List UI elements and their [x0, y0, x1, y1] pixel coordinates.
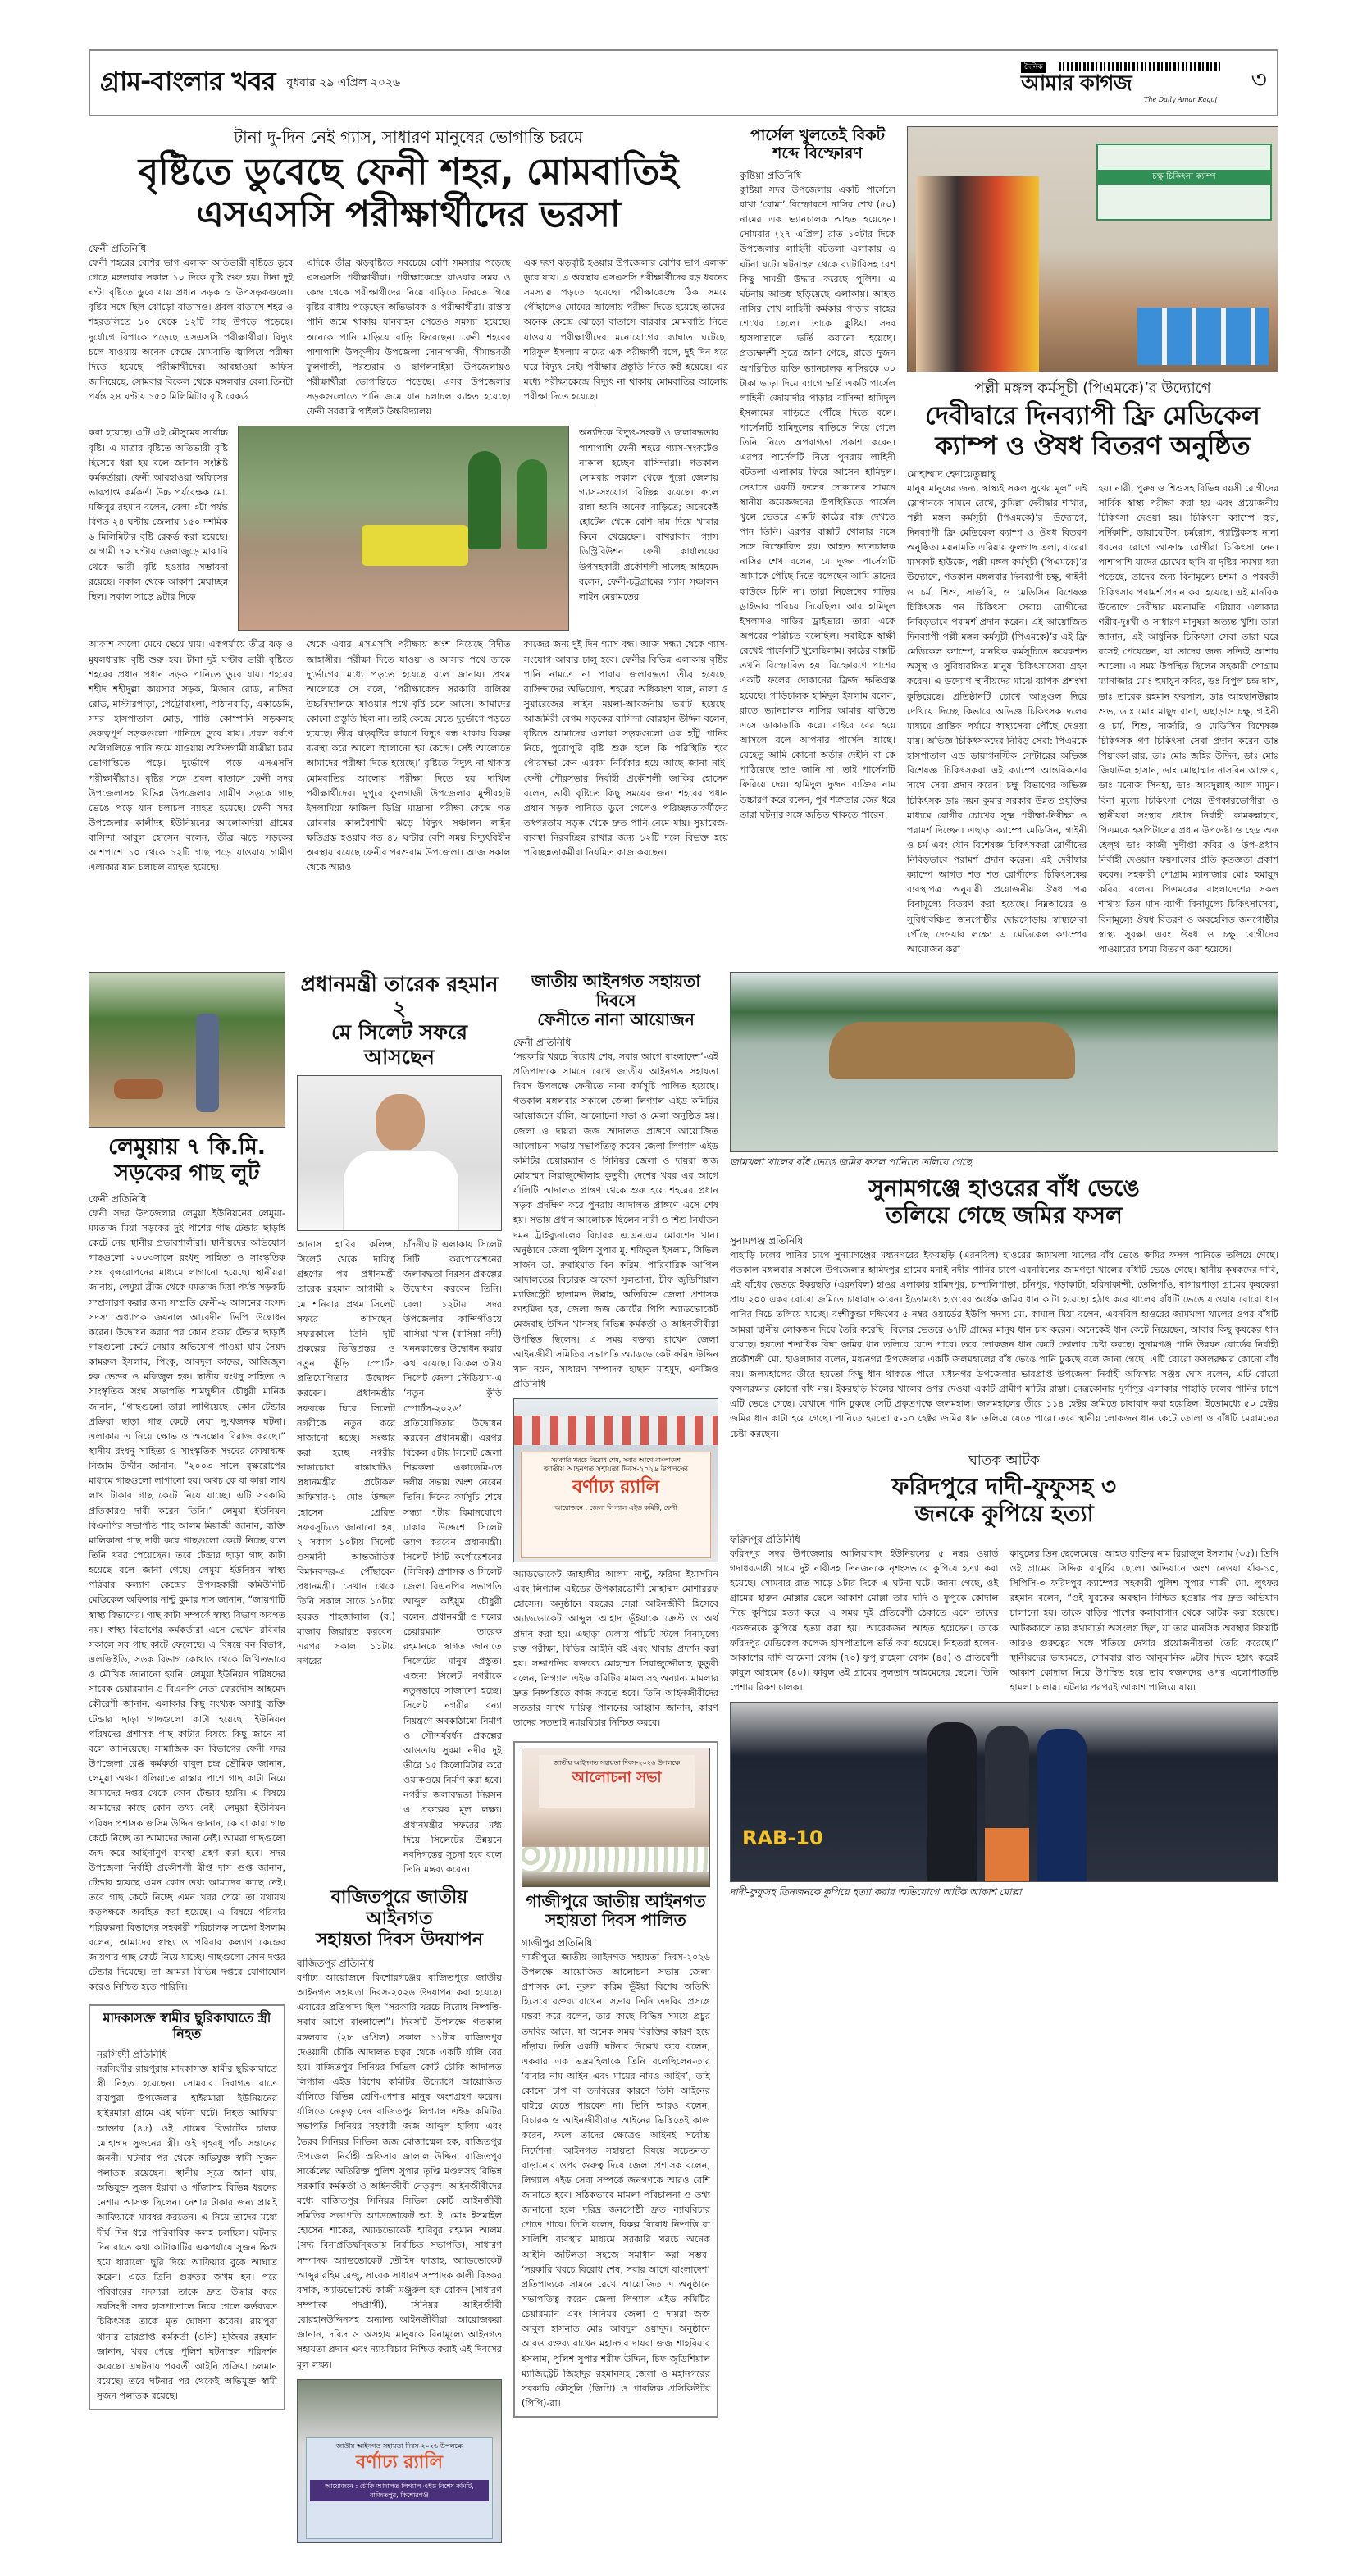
faridpur-headline-1: ফরিদপুরে দাদী-ফুফুসহ ৩	[891, 1472, 1117, 1500]
meeting-banner	[539, 1755, 695, 1808]
feni-rain-col3: এক দফা ঝড়বৃষ্টি হওয়ায় উপজেলার বেশির ভাগ এলাকা ডুবে যায়। এ অবস্থায় এসএসসি পরীক্ষার্থীদের বড় ধরনের সমস্যায় পড়তে হয়েছে। পরীক্ষাকেন্দ্রে ঠিক সময়ে পৌঁছালেও মোমের আলোয় পরীক্ষা দিতে হয়েছে তাদের। অনেক কেন্দ্রে ঝোড়ো বাতাসে বারবার মোমবাতি নিভে যাওয়ায় পরীক্ষার্থীদের মনোযোগের ব্যাঘাত ঘটেছে। শরিফুল ইসলাম নামের এক পরীক্ষার্থী বলে, দুই দিন ধরে ঘরে বিদ্যুৎ নেই। পরীক্ষার প্রস্তুতি নিতে কষ্ট হয়েছে। এর মধ্যে পরীক্ষাকেন্দ্রে বিদ্যুৎ না থাকায় মোমবাতির আলোয় পরীক্ষা দিতে হয়েছে।	[523, 257, 728, 403]
medical-story	[907, 126, 1278, 957]
second-column	[297, 972, 502, 2543]
medical-camp-photo	[907, 126, 1278, 372]
lemua-story	[89, 972, 285, 1995]
medical-byline: মোহাম্মাদ হেদায়েতুল্লাহ্	[907, 467, 996, 480]
issue-date: বুধবার ২৯ এপ্রিল ২০২৬	[286, 76, 401, 89]
camp-banner-text: চক্ষু চিকিৎসা ক্যাম্প	[1098, 170, 1270, 185]
newspaper-page	[89, 0, 1278, 2576]
lemua-body: ফেনী সদর উপজেলার লেমুয়া ইউনিয়নের লেমুয়া-মমতাজ মিয়া সড়কের দুই পাশের গাছ টেন্ডার ছাড়াই কেটে নেয় স্থানীয় প্রভাবশালীরা। স্থানীয়দের অভিযোগ গাছগুলো ২০০৩সালে রংধনু সাহিত্য ও সাংস্কৃতিক সংঘ বৃক্ষরোপনের মাধ্যমে লাগানো হয়েছে। স্থানীয়রা জানায়, লেমুয়া ব্রীজ থেকে মমতাজ মিয়া পর্যন্ত সড়কটি সম্প্রসারণ করার জন্য সম্প্রতি ফেনী-২ আসনের সংসদ সদস্য অধ্যাপক জয়নাল আবেদীন ভিপি উদ্বোধন করেন। উদ্বোধন করার পর কোন প্রকার টেন্ডার ছাড়াই গাছগুলো কেটে নেয়ার অভিযোগ পাওয়া যায় সৈয়দ কামরুল ইসলাম, পিংকু, আবদুল কাদের, আজিজুল হক ভেন্ডর ও মফিজুল হক। স্থানীয় রংধনু সাহিত্য ও সাংস্কৃতিক সংঘ সভাপতি শামছুদ্দীন চৌধুরী মানিক জানান, “গাছগুলো তারা লাগিয়েছে। কোন টেন্ডার প্রক্রিয়া ছাড়া গাছ কেটে নেয়া দু:খজনক ঘটনা। এলাকায় এ নিয়ে ক্ষোভ ও অসন্তোষ বিরাজ করছে।” স্থানীয় রংধনু সাহিত্য ও সাংস্কৃতিক সংঘের কোষাধ্যক্ষ নিজাম উদ্দীন জানান, “২০০৩ সালে বৃক্ষরোপের মাধ্যমে গাছগুলো লাগানো হয়। অথচ কে বা কারা লাখ লাখ টাকার গাছ কেটে নিয়ে যাচ্ছে। এটি সরকারি প্রতিকারও দাবী করেন তিনি।” লেমুয়া ইউনিয়ন বিএনপির সভাপতি শাহ আলম মিয়াজী জানান, ব্যক্তি মালিকানা গাছ দাবী করে গাছগুলো কেটে নিচ্ছে বলে তিনি খবর পেয়েছেন। তবে টেন্ডার ছাড়া গাছ কাটা হয়েছে বলে জানা গেছে। লেমুয়া ইউনিয়ন স্বাস্থ্য পরিবার কল্যাণ কেন্দ্রের উপসহকারী কমিউনিটি মেডিকেল অফিসার নান্টু কুমার দাস জানান, “জায়গাটি স্বাস্থ্য বিভাগের। গাছ কাটা সম্পর্কে স্বাস্থ্য বিভাগ অবগত নয়। স্বাস্থ্য বিভাগের কর্মকর্তারা এসে দেখেন রবিবার সকালে সব গাছ কাটে ফেলেছে। এ বিষয়ে বন বিভাগ, এলজিইডি, সড়ক বিভাগ কোথাও থেকে লিখিতভাবে ও মৌখিক জানানো হয়নি। লেমুয়া ইউনিয়ন পরিষদের সাবেক চেয়ারম্যান ও বিএনপি নেতা ফেরদৌস আহমেদ কৌরেশী জানান, এলাকার কিছু সংখ্যক অসাধু ব্যক্তি টেন্ডার ছাড়া গাছগুলো কাটা হয়েছে। ইউনিয়ন পরিষদের প্রশাসক গাছ কাটার বিষয়ে কিছু জানে না বলে জানিয়েছে। সামাজিক বন বিভাগের ফেনী সদর উপজেলা রেঞ্জ কর্মকর্তা বাবুল চন্দ্র ভৌমিক জানান, লেমুয়া অথবা ধলিয়াতে রাস্তার পাশে গাছ কাটা নিয়ে আমাদের দপ্তর থেকে কোন টেন্ডার হয়নি। এ বিষয়ে আমাদের কাছে কোন তথ্য নেই। লেমুয়া ইউনিয়ন পরিষদ প্রশাসক জসিম উদ্দিন জানান, কে বা কারা গাছ কেটে নিচ্ছে তা আমাদের জানা নেই। আমরা গাছগুলো জব্দ করে আইনানুগ ব্যবস্থা গ্রহণ করা হবে। সদর উপজেলা নির্বাহী প্রকৌশলী দ্বীপ্ত দাস গুপ্ত জানান, টেন্ডার হয়েছে এমন কোন তথ্য আমাদের কাছে নেই। তবে গাছ কেটে নিচ্ছে এমন খবর পেয়ে তা যথাযথ কতৃপক্ষকে অবহিত করা হয়েছে। এ বিষয়ে পরিবার পরিকল্পনা বিভাগের সহকারী পরিচালক সাহেদা ইসলাম বলেন, আমাদের স্বাস্থ্য ও পরিবার কল্যাণ কেন্দ্রের জায়গার গাছ কেটে নিয়ে যাচ্ছে। গাছগুলো কোন দপ্তর টেন্ডার দিয়েছে। তা আমরা বিভিন্ন দপ্তরে যোগাযোগ করেও নিশ্চিত হতে পারিনি।	[89, 1207, 285, 1993]
sunamganj-byline: সুনামগঞ্জ প্রতিনিধি	[730, 1234, 804, 1247]
narsingdi-headline: মাদকাসক্ত স্বামীর ছুরিকাঘাতে স্ত্রী নিহত	[103, 2010, 271, 2042]
cut-trees-photo	[89, 972, 285, 1128]
lemua-byline: ফেনী প্রতিনিধি	[89, 1192, 147, 1205]
sunamganj-headline-1: সুনামগঞ্জে হাওরের বাঁধ ভেঙে	[868, 1174, 1140, 1201]
flowers-shape	[522, 1847, 709, 1872]
officer-shape	[1037, 1729, 1087, 1882]
bajitpur-headline-1: বাজিতপুরে জাতীয় আইনগত	[330, 1887, 468, 1930]
rab-vehicle-text: RAB-10	[742, 1826, 823, 1850]
bajitpur-story	[297, 1887, 502, 2543]
skyline-icon	[1059, 62, 1223, 71]
page-number: ৩	[1251, 66, 1267, 94]
logo-english: The Daily Amar Kagoj	[1144, 96, 1217, 103]
feni-rain-right-narrow: অন্যদিকে বিদ্যুৎ-সংকট ও জলাবদ্ধতার পাশাপাশি ফেনী শহরে গ্যাস-সংকটেও নাকাল হচ্ছেন বাসিন্দারা। গতকাল সোমবার সকাল থেকে পুরো জেলায় গ্যাস-সংযোগ বিচ্ছিন্ন রয়েছে। ফলে রান্না হয়নি অনেক বাড়িতে; অনেকেই হোটেল থেকে বেশি দাম দিয়ে খাবার কিনে খেয়েছেন। বাখরাবাদ গ্যাস ডিস্ট্রিবিউশন ফেনী কার্যালয়ের উপসহকারী প্রকৌশলী সালেহ আহমেদ বলেন, ফেনী-চট্টগ্রামের গ্যাস সঞ্চালন লাইন মেরামতের	[579, 427, 718, 602]
faridpur-col1: ফরিদপুর সদর উপজেলার আলিয়াবাদ ইউনিয়নের ৫ নম্বর ওয়ার্ড গদাধরডাঙ্গী গ্রামে দুই নারীসহ তিনজনকে নৃশংসভাবে কুপিয়ে হত্যা করা হয়েছে। সোমবার রাত সাড়ে ৯টার দিকে এ ঘটনা ঘটে। জানা গেছে, ওই গ্রামের হারুন মোল্লার ছেলে আকাশ মোল্লা তার দাদি ও ফুপুকে কোদাল দিয়ে কুপিয়ে হত্যা করে। এ সময় দুই প্রতিবেশী ঠেকাতে এলে তাদের একজনকে কুপিয়ে হত্যা করা হয়। আরেকজন আহত হয়েছেন। তাকে ফরিদপুর মেডিকেল কলেজ হাসপাতালে ভর্তি করা হয়েছে। নিহতরা হলেন- আকাশের দাদি আমেনা বেগম (৭০) ফুপু রাহেলা বেগম (৪৫) ও প্রতিবেশী কাবুল আহমেদ (৪০)। কাবুল ওই গ্রামের সুলতান আহমেদের ছেলে। তিনি পেশায় রিকশাচালক।	[730, 1548, 999, 1694]
officer-shape	[927, 1722, 977, 1882]
faridpur-headline-2: জনকে কুপিয়ে হত্যা	[914, 1499, 1094, 1527]
sunamganj-photo-caption: জামখলা খালের বাঁধ ভেঙে জমির ফসল পানিতে তলিয়ে গেছে	[730, 1156, 972, 1169]
pm-body	[297, 1238, 502, 1877]
feni-rain-kicker: টানা দু-দিন নেই গ্যাস, সাধারণ মানুষের ভোগান্তি চরমে	[234, 127, 583, 147]
gazipur-byline: গাজীপুর প্রতিনিধি	[522, 1936, 593, 1949]
gazipur-body: গাজীপুরে জাতীয় আইনগত সহায়তা দিবস-২০২৬ উপলক্ষে আয়োজিত আলোচনা সভায় জেলা প্রশাসক মো. নূরুল করিম ভূঁইয়া বিশেষ অতিথি হিসেবে বক্তব্য রাখেন। সভায় তিনি তদবির প্রসঙ্গে মন্তব্য করে বলেন, তার কাছে বিভিন্ন সময়ে প্রচুর তদবির আসে, যা অনেক সময় বিরক্তির কারণ হয়ে দাঁড়ায়। তিনি একটি ঘটনার উল্লেখ করে বলেন, একবার এক ভদ্রমহিলাকে তিনি বলেছিলেন-তার ‘বাবার নাম আইন এবং মায়ের নামও আইন’, তাই কোনো চাপ বা তদবিরের কারণে তিনি আইনের বাইরে যেতে পারবেন না। তিনি আরও বলেন, বিচারক ও আইনজীবীরাও আইনের ভিত্তিতেই কাজ করেন, ফলে তাদের ক্ষেত্রেও আইনই সর্বোচ্চ নির্দেশনা। আইনগত সহায়তা বিষয়ে সচেতনতা বাড়ানোর ওপর গুরুত্ব দিয়ে জেলা প্রশাসক বলেন, লিগ্যাল এইড সেবা সম্পর্কে জনগণকে আরও বেশি জানাতে হবে। সঠিকভাবে মামলা পরিচালনা ও তথ্য জানানো হলে দরিদ্র জনগোষ্ঠী দ্রুত ন্যায়বিচার পেতে পারে। তিনি বলেন, বিকল্প বিরোধ নিষ্পত্তি বা সালিশি ব্যবস্থার মাধ্যমে সরকারি খরচে অনেক আইনি জটিলতা সহজে সমাধান করা সম্ভব। ‘সরকারি খরচে বিরোধ শেষ, সবার আগে বাংলাদেশ’ প্রতিপাদ্যকে সামনে রেখে আয়োজিত এ অনুষ্ঠানে সভাপতিত্ব করেন জেলা লিগ্যাল এইড কমিটির চেয়ারম্যান এবং সিনিয়র জেলা ও দায়রা জজ আবুল হাসনাত মোঃ আবদুল ওয়াদুদ। অনুষ্ঠানে আরও বক্তব্য রাখেন মহানগর দায়রা জজ শাহরিয়ার ইসলাম, পুলিশ সুপার শরীফ উদ্দিন, চিফ জুডিশিয়াল ম্যাজিস্ট্রেট জিহাদুর রহমানসহ জেলা ও মহানগরের সরকারি কৌসুলি (জিপি) ও পাবলিক প্রসিকিউটর (পিপি)-রা।	[522, 1951, 710, 2410]
rally-banner	[521, 1452, 711, 1558]
feni-rain-story	[89, 126, 728, 876]
parcel-headline-1: পার্সেল খুলতেই বিকট	[750, 126, 886, 144]
bajitpur-body: বর্ণাঢ্য আয়োজনে কিশোরগঞ্জের বাজিতপুরে জাতীয় আইনগত সহায়তা দিবস-২০২৬ উদযাপন করা হয়েছে। এবারের প্রতিপাদ্য ছিল “সরকারি খরচে বিরোধ নিষ্পত্তি-সবার আগে বাংলাদেশ”। দিবসটি উপলক্ষে গতকাল মঙ্গলবার (২৮ এপ্রিল) সকাল ১১টায় বাজিতপুর দেওয়ানী চৌকি আদালত চত্বর থেকে একটি র্যালি বের হয়। বাজিতপুর সিনিয়র সিভিল কোর্ট চৌকি আদালত লিগ্যাল এইড বিশেষ কমিটির উদ্যোগে আয়োজিত র্যালিতে বিভিন্ন শ্রেণি-পেশার মানুষ অংশগ্রহণ করেন। র্যালিতে নেতৃত্ব দেন বাজিতপুর লিগ্যাল এইড কমিটির সভাপতি সিনিয়র সহকারী জজ আব্দুল হালিম এবং ভৈরব সিনিয়র সিভিল জজ মোজাম্মেল হক, বাজিতপুর উপজেলা নির্বাহী অফিসার জালাল উদ্দিন, বাজিতপুর সার্কেলের অতিরিক্ত পুলিশ সুপার তৃপ্তি মণ্ডলসহ বিভিন্ন সরকারি কর্মকর্তা ও আইনজীবী নেতৃবৃন্দ। আইনজীবীদের মধ্যে বাজিতপুর সিনিয়র সিভিল কোর্ট আইনজীবী সমিতির সভাপতি অ্যাডভোকেট আ. ই. মোঃ ইসমাইল হোসেন শাকের, অ্যাডভোকেট হাবিবুর রহমান আলম (সদ্য বিনাপ্রতিদ্বন্দ্বিতায় নির্বাচিত সভাপতি), সাধারণ সম্পাদক অ্যাডভোকেট তৌহিদ ফাত্তাহ, অ্যাডভোকেট আব্দুর রহিম রেজু, সাবেক সাধারণ সম্পাদক কালী কিংকর বসাক, অ্যাডভোকেট কাজী মঞ্জুরুল হক রোকন (সাধারণ সম্পাদক পদপ্রার্থী), সিনিয়র আইনজীবী বোরহানউদ্দিনসহ অন্যান্য আইনজীবীরা। আয়োজকরা জানান, দরিদ্র ও অসহায় মানুষকে বিনামূল্যে আইনগত সহায়তা প্রদান এবং ন্যায়বিচার নিশ্চিত করাই এই দিবসের মূল লক্ষ্য।	[297, 1972, 502, 2370]
feni-rain-col1: ফেনী শহরের বেশির ভাগ এলাকা অতিভারী বৃষ্টিতে ডুবে গেছে মঙ্গলবার সকাল ১০ দিকে বৃষ্টি শুরু হয়। টানা দুই ঘণ্টা বৃষ্টিতে ডুবে যায় প্রধান সড়ক ও উপসড়কগুলো। বৃষ্টির সঙ্গে ছিল ঝোড়ো বাতাসও। প্রবল বাতাসে শহর ও শহরতলিতে ১০ থেকে ১২টি গাছ উপড়ে পড়েছে। দুর্যোগে বিপাকে পড়েছে এসএসসি পরীক্ষার্থীরা। বিদ্যুৎ চলে যাওয়ায় অনেক কেন্দ্রে মোমবাতি জ্বালিয়ে পরীক্ষা দিতে হয়েছে পরীক্ষার্থীদের। আবহাওয়া অফিস জানিয়েছে, সোমবার বিকেল থেকে মঙ্গলবার বেলা তিনটা পর্যন্ত ২৪ ঘণ্টায় ১৫০ মিলিমিটার বৃষ্টি রেকর্ড	[89, 257, 294, 403]
feni-rain-left-narrow: করা হয়েছে। এটি এই মৌসুমের সর্বোচ্চ বৃষ্টি। এ মাত্রার বৃষ্টিতে অতিভারী বৃষ্টি হিসেবে ধরা হয় বলে জানান সংশ্লিষ্ট কর্মকর্তারা। ফেনী আবহাওয়া অফিসের ভারপ্রাপ্ত কর্মকর্তা উচ্চ পর্যবেক্ষক মো. মজিবুর রহমান বলেন, বেলা ৩টা পর্যন্ত বিগত ২৪ ঘণ্টায় জেলায় ১৫০ দশমিক ৬ মিলিমিটার বৃষ্টি রেকর্ড করা হয়েছে। আগামী ৭২ ঘণ্টায় জেলাজুড়ে মাঝারি থেকে ভারী বৃষ্টি হওয়ার সম্ভাবনা রয়েছে। সকাল থেকে আকাশ মেঘাচ্ছন্ন ছিল। সকাল সাড়ে ৯টার দিকে	[89, 427, 228, 602]
feni-rain-low-col1: আকাশ কালো মেঘে ছেয়ে যায়। একপর্যায়ে তীব্র ঝড় ও মুষলধারায় বৃষ্টি শুরু হয়। টানা দুই ঘণ্টার ভারী বৃষ্টিতে শহরের প্রধান প্রধান সড়ক পানিতে ডুবে যায়। শহরের শহীদ শহীদুল্লা কায়সার সড়ক, মিজান রোড, নাজির রোড, মাস্টারপাড়া, পেট্রোবাংলা, পাঠানবাড়ি, একাডেমি, সদর হাসপাতাল মোড়, শান্তি কোম্পানি সড়কসহ গুরুত্বপূর্ণ সড়কগুলো পানিতে ডুবে যায়। প্রবল বর্ষণে অলিগলিতে পানি জমে যাওয়ায় অফিসগামী যাত্রীরা চরম ভোগান্তিতে পড়ে। দুর্ভোগে পড়ে এসএসসি পরীক্ষার্থীরাও। বৃষ্টির সঙ্গে প্রবল বাতাসে ফেনী সদর উপজেলাসহ বিভিন্ন উপজেলার গ্রামীণ সড়কে গাছ ভেঙে পড়ে যান চলাচল ব্যাহত হয়েছে। ফেনী সদর উপজেলার কালীদহ ইউনিয়নের আলোকদিয়া গ্রামের বাসিন্দা আবুল হোসেন বলেন, তীব্র ঝড়ে সড়কের আশপাশে ১০ থেকে ১২টি গাছ পড়ে যাওয়ায় গ্রামীণ এলাকার যান চলাচল ব্যাহত হয়েছে।	[89, 639, 294, 873]
parcel-byline: কুষ্টিয়া প্রতিনিধি	[740, 169, 802, 181]
third-column	[513, 972, 718, 2418]
arrested-man-shape	[985, 1726, 1029, 1882]
medicine-boxes-shape	[1137, 308, 1269, 365]
pm-headline-2: মে সিলেট সফরে আসছেন	[331, 1020, 467, 1069]
gazipur-meeting-photo	[522, 1748, 710, 1887]
faridpur-body	[730, 1547, 1278, 1695]
sunamganj-body: পাহাড়ি ঢলের পানির চাপে সুনামগঞ্জের মধ্যনগরের ইকরছড়ি (এরনবিল) হাওরের জামখলা খালের বাঁধ ভেঙে জমির ফসল পানিতে তলিয়ে গেছে। গতকাল মঙ্গলবার সকালে উপজেলার হামিদপুর গ্রামের মনাই নদীর পানির চাপে এরনবিলের জামগড়া খালের বাঁধটি ভেঙে গেছে। স্থানীয় কৃষকদের দাবি, এই বাঁধের ভেতরে ইকরছড়ি (এরনবিল) হাওর এলাকার হামিদপুর, চান্দালিপাড়া, চাঁনপুর, গড়াকাটা, হরিনাকান্দী, তেলিগাঁও, বাগারপাড়া গ্রামের কৃষকেরা প্রায় ২০০ একর বোরো জমিতে চাষাবাদ করেন। ইতোমধ্যে হাওরের অর্ধেক জমির ধান কাটা হয়েছে। হঠাৎ করে খালের বাঁধটি ভেঙে যাওয়ায় বোরো ধান পানির নিচে তলিয়ে যাচ্ছে। বংশীকুন্ডা দক্ষিণের ৫ নম্বর ওয়ার্ডের ইউপি সদস্য মো. কামাল মিয়া বলেন, এরনবিল হাওরের জামখলা খালের ওপর বাঁধটি আমরা স্থানীয় লোকজন দিয়ে তৈরি করেছি। বিলের ভেতরে ৬৭টি গ্রামের মানুষ ধান চাষ করেন। অনেকেই ধান কেটে নিয়েছেন, আবার কিছু কৃষকের ধান রয়েছে। হয়তো শতাধিক বিঘা জমির ধান তলিয়ে যেতে পারে। তবে লোকজন ধান কেটে তোলার চেষ্টা করছে। সুনামগঞ্জ পানি উন্নয়ন বোর্ডের নির্বাহী প্রকৌশলী মো. হাওলাদার বলেন, মধ্যনগর উপজেলার একটি জলমহালের বাঁধ ভেঙে পানি ঢুকছে বলে জানা গেছে। এটি বোরো ফসলরক্ষার কোনো বাঁধ নয়। জলমহালের তীরে হয়তো কিছু ধান থাকতে পারে। মধ্যনগর উপজেলার ভারপ্রাপ্ত উপজেলা নির্বাহী অফিসার সঞ্জয় ঘোষ বলেন, এটি বোরো ফসলরক্ষার কোনো বাঁধ নয়। ইকরছড়ি বিলের খালের ওপর দেওয়া একটি গ্রামীণ মাটির রাস্তা। নেত্রকোনার দুর্গাপুর এলাকার পাহাড়ি ঢলের পানির চাপে এটি ভেঙে গেছে। যেখানে পানি ঢুকছে সেটি প্রকৃতপক্ষে জলমহাল। জলমহালের তীরে ১১৪ হেক্টর জমিতে চাষাবাদ করা হয়েছিল। ইতোমধ্যে ৫০ হেক্টর জমির ধান কাটা হয়ে গেছে। পানিতে হয়তো ৫-১০ হেক্টর জমির ধান তলিয়ে যেতে পারে। তবে স্থানীয় লোকজন ধান কেটে তোলা ও বাঁধটি মেরামতের চেষ্টা করছেন।	[730, 1249, 1278, 1439]
bajitpur-headline-2: সহায়তা দিবস উদযাপন	[315, 1930, 484, 1950]
rally-banner-line: জাতীয় আইনগত সহায়তা দিবস-২০২৬ উপলক্ষে	[335, 2442, 463, 2450]
rally-banner-footer: আয়োজনে : জেলা লিগ্যাল এইড কমিটি, ফেনী	[554, 1504, 677, 1512]
feni-rain-photo-row	[89, 426, 728, 631]
pm-left-col: আনাস হাবিব কলিন্স, সিলেট থেকে দায়িত্ব গ্রহণের পর প্রধানমন্ত্রী তারেক রহমান আগামী ২ মে শনিবার প্রথম সিলেট সফরে আসছেন। সফরকালে তিনি দুটি প্রকল্পের ভিত্তিপ্রস্তর ও নতুন কুঁড়ি স্পোর্টস প্রতিযোগিতার উদ্বোধন করবেন। প্রধানমন্ত্রীর সফরকে ঘিরে সিলেট নগরীকে নতুন করে সাজানো হচ্ছে। সংস্কার করা হচ্ছে নগরীর ভাঙ্গাচোরা রাস্তাঘাটও। প্রধানমন্ত্রীর প্রটোকল অফিসার-১ মোঃ উজ্জল হোসেন প্রেরিত সফরসূচিতে জানানো হয়, ২ সকাল ১০টায় সিলেট ওসমানী আন্তর্জাতিক বিমানবন্দর-এ পৌঁছাবেন প্রধানমন্ত্রী। সেখান থেকে তিনি সকাল সাড়ে ১০টায় হযরত শাহজালাল (র.) মাজার জিয়ারত করবেন। এরপর সকাল ১১টায় নগরের	[297, 1239, 395, 1666]
bajitpur-rally-photo	[297, 2379, 502, 2543]
left-column	[89, 972, 285, 2410]
feni-rain-body-top	[89, 256, 728, 420]
feni-rain-headline-1: বৃষ্টিতে ডুবেছে ফেনী শহর, মোমবাতিই	[138, 151, 679, 193]
narsingdi-byline: নরসিংদী প্রতিনিধি	[97, 2048, 167, 2060]
pm-story	[297, 972, 502, 1877]
flooded-street-photo	[238, 426, 569, 631]
pm-headline-1: প্রধানমন্ত্রী তারেক রহমান ২	[300, 972, 499, 1020]
narsingdi-box	[89, 2004, 285, 2410]
faridpur-col2: কাবুলের তিন ছেলেমেয়ে। আহত ব্যক্তির নাম রিয়াজুল ইসলাম (৩৫)। তিনি ওই গ্রামের সিদ্দিক বাবুর্চির ছেলে। অভিযানে অংশ নেওয়া র্যাব-১০, সিপিসি-৩ ফরিদপুর ক্যাম্পের সহকারী পুলিশ সুপার গাজী মো. লুৎফর রহমান বলেন, “ওই যুবকের অবস্থান নিশ্চিত হওয়ার পর দ্রুত অভিযান চালানো হয়। তাকে বাড়ির পাশের কলাবাগান থেকে আটক করা হয়েছে। আটককালে তার কথাবার্তা অসংলগ্ন ছিল, যা তার মানসিক অবস্থার বিষয়টি আরও গুরুত্বের সঙ্গে খতিয়ে দেখার প্রয়োজনীয়তা তৈরি করেছে।” স্থানীয়দের ভাষ্যমতে, সোমবার রাত আনুমানিক ৯টার দিকে হঠাৎ করেই আকাশ কোদাল নিয়ে উপস্থিত হয়ে তার স্বজনদের ওপর এলোপাতাড়ি হামলা চালায়। ঘটনার পরপরই আকাশ পালিয়ে যায়।	[1009, 1548, 1278, 1694]
red-caps-shape	[514, 1416, 718, 1445]
arrest-photo	[730, 1702, 1278, 1882]
faridpur-byline: ফরিদপুর প্রতিনিধি	[730, 1533, 800, 1545]
medical-kicker: পল্লী মঙ্গল কর্মসূচী (পিএমকে)’র উদ্যোগে	[974, 380, 1211, 397]
feni-legal-headline-2: ফেনীতে নানা আয়োজন	[537, 1010, 695, 1030]
dam-shape	[829, 1022, 1075, 1079]
patients-shape	[916, 176, 1039, 372]
medical-col1: মানুষ মানুষের জন্য, স্বাস্থ্যই সকল সুখের মূল” এই স্লোগানকে সামনে রেখে, কুমিল্লা দেবীদ্বার শাখার, পল্লী মঙ্গল কর্মসূচী (পিএমকে)’র উদ্যোগে, দিনব্যাপী ফ্রি মেডিকেল ক্যাম্প ও ঔষধ বিতরণ অনুষ্ঠিত। ময়নামতি এরিয়ায় ফুলগাছ তলা, বারেরা মাসকাট হাউজে, পল্লী মঙ্গল কর্মসূচী (পিএমকে)’র উদ্যোগে, গতকাল মঙ্গলবার দিনব্যাপী চক্ষু, গাইনী ও চর্ম, শিশু, সার্জারি, ও মেডিসিন বিশেষজ্ঞ চিকিৎসক গন চিকিৎসা সেবায় রোগীদের নিবিড়ভাবে পরামর্শ প্রদান করেন। এই আয়োজিত দিনব্যাপী পল্লী মঙ্গল কর্মসূচী (পিএমকে)’র এই ফ্রি মেডিকেল ক্যাম্পে, মানবিক কর্মসূচিতে কয়েকশত অসুস্থ ও সুবিধাবঞ্চিত মানুষ চিকিৎসাসেবা গ্রহণ করেন। এ উদ্যোগ স্থানীয়দের মাঝে ব্যাপক প্রশংসা কুড়িয়েছে। প্রতিষ্ঠানটি চোখে আঙ্গুল দিয়ে দেখিয়ে দিচ্ছে কিভাবে অভিজ্ঞ চিকিৎসক দলের মাধ্যমে প্রান্তিক পর্যায়ে স্বাস্থ্যসেবা পৌঁছে দেওয়া যায়। অভিজ্ঞ চিকিৎসকদের নিবিড় সেবা: পিএমকে হাসপাতাল এন্ড ডায়াগনস্টিক সেন্টারের অভিজ্ঞ বিশেষজ্ঞ চিকিৎসকরা এই ক্যাম্পে আন্তরিকতার সাথে সেবা প্রদান করেন। চক্ষু বিভাগের অভিজ্ঞ চিকিৎসক ডাঃ নয়ন কুমার সরকার উন্নত প্রযুক্তির মাধ্যমে রোগীর চোখের সূক্ষ্ম পরীক্ষা-নিরীক্ষা ও পরামর্শ দিচ্ছেন। এছাড়া ক্যাম্পে মেডিসিন, গাইনী ও চর্ম এবং যৌন বিশেষজ্ঞ চিকিৎসকরা রোগীদের নিবিড়ভাবে পরামর্শ প্রদান করেন। এই দেবীদ্বার ক্যাম্পে আগত শত শত রোগীদের চিকিৎসকের ব্যবস্থাপত্র অনুযায়ী প্রয়োজনীয় ঔষধ পত্র বিনামূল্যে বিতরণ করা হয়েছে। নিম্নআয়ের ও সুবিধাবঞ্চিত জনগোষ্ঠীর দোরগোড়ায় স্বাস্থ্যসেবা পৌঁছে দেওয়ার লক্ষ্যে এ মেডিকেল ক্যাম্পের আয়োজন করা	[907, 482, 1087, 955]
parcel-headline-2: শব্দে বিস্ফোরণ	[772, 144, 863, 163]
feni-rally-photo	[513, 1398, 718, 1562]
sunamganj-story	[730, 972, 1278, 1442]
parcel-story	[740, 126, 895, 823]
faridpur-story	[730, 1452, 1278, 1899]
faridpur-photo-caption: দাদী-ফুফুসহ তিনজনকে কুপিয়ে হত্যা করার অভিযোগে আটক আকাশ মোল্লা	[730, 1886, 1022, 1899]
rally-banner-slogan: সরকারি খরচে বিরোধ শেষ, সবার আগে বাংলাদেশ	[551, 1457, 681, 1465]
feni-rain-headline-2: এসএসসি পরীক্ষার্থীদের ভরসা	[196, 193, 621, 235]
feni-legal-byline: ফেনী প্রতিনিধি	[513, 1036, 572, 1048]
newspaper-logo	[1021, 60, 1267, 106]
rally-banner-title: বর্ণাঢ্য র‍্যালি	[572, 1477, 659, 1498]
medical-headline-1: দেবীদ্বারে দিনব্যাপী ফ্রি মেডিকেল	[925, 401, 1260, 431]
feni-legal-body-top: ‘সরকারি খরচে বিরোধ শেষ, সবার আগে বাংলাদেশ’-এই প্রতিপাদ্যকে সামনে রেখে জাতীয় আইনগত সহায়তা দিবস উপলক্ষে ফেনীতে নানা কর্মসূচি পালিত হয়েছে। গতকাল মঙ্গলবার সকালে জেলা লিগ্যাল এইড কমিটির আয়োজনে র্যালি, আলোচনা সভা ও মেলা অনুষ্ঠিত হয়। জেলা ও দায়রা জজ আদালত প্রাঙ্গণে আয়োজিত আলোচনা সভায় সভাপতিত্ব করেন জেলা লিগ্যাল এইড কমিটির চেয়ারম্যান ও সিনিয়র জেলা ও দায়রা জজ মোহাম্মদ সিরাজুদ্দৌলাহ কুতুবী। দেশের খবর এর আগে র্যালিটি আদালত প্রাঙ্গণ থেকে শুরু হয়ে শহরের প্রধান সড়ক প্রদক্ষিণ করে পুনরায় আদালত প্রাঙ্গণে এসে শেষ হয়। সভায় প্রধান আলোচক ছিলেন নারী ও শিশু নির্যাতন দমন ট্রাইব্যুনালের বিচারক এ.এন.এম মোরশেদ খান। অনুষ্ঠানে জেলা পুলিশ সুপার মু. শফিকুল ইসলাম, সিভিল সার্জন ডা. রুবাইয়াত বিন করিম, পারিবারিক আপিল আদালতের বিচারক আবেদা সুলতানা, চীফ জুডিশিয়াল ম্যাজিস্ট্রেট ছালামত উল্লাহ, অতিরিক্ত জেলা প্রশাসক ফাহমিদা হক, জেলা জজ কোর্টের পিপি অ্যাডভোকেট মেজবাহ উদ্দিন খানসহ বিভিন্ন কর্মকর্তা ও আইনজীবীরা উপস্থিত ছিলেন। এ সময় বক্তব্য রাখেন জেলা আইনজীবী সমিতির সভাপতি অ্যাডভোকেট ফরিদ উদ্দিন খান নয়ন, সাধারণ সম্পাদক হাছান মাহমুদ, এনজিও প্রতিনিধি	[513, 1051, 718, 1389]
shirt-shape	[343, 1150, 459, 1231]
medical-body	[907, 481, 1278, 958]
row-top	[89, 126, 1278, 957]
meeting-banner-title: আলোচনা সভা	[572, 1768, 662, 1786]
medical-col2: হয়। নারী, পুরুষ ও শিশুসহ বিভিন্ন বয়সী রোগীদের সার্বিক স্বাস্থ্য পরীক্ষা করা হয় এবং প্রয়োজনীয় চিকিৎসা দেওয়া হয়। চিকিৎসা ক্যাম্পে জ্বর, সর্দিকাশি, ডায়াবেটিস, চর্মরোগ, গ্যাস্ট্রিকসহ নানা ধরনের রোগে আক্রান্ত রোগীরা চিকিৎসা নেন। পাশাপাশি যাদের চোখের ছানি বা দৃষ্টির সমস্যা ধরা পড়েছে, তাদের জন্য বিনামূল্যে চশমা ও পরবর্তী চিকিৎসার পরামর্শ প্রদান করা হয়েছে। এই মানবিক উদ্যোগে দেবীদ্বার ময়নামতি এরিয়ার এলাকার গরীব-দুঃখী ও সাধারণ মানুষরা অত্যন্ত খুশি। তারা জানান, এই আধুনিক চিকিৎসা সেবা তারা ঘরে বসেই পেয়েছেন, যা তাদের জন্য সত্যিই আশার আলো। এ সময় উপস্থিত ছিলেন সহকারী পোগ্রাম ম্যানাজার মোঃ হুমায়ুন কবির, ডঃ বিপুল চন্দ্র দাস, ডাঃ তারেক রহমান ফয়সাল, ডাঃ আহছানউল্লাহ শুভ, ডাঃ মোঃ মাছুদ রানা, এছাড়াও চক্ষু, গাইনী ও চর্ম, শিশু, সার্জারি, ও মেডিসিন বিশেষজ্ঞ চিকিৎসক গণ চিকিৎসা সেবা প্রদান করেন ডাঃ পিয়াংকা রায়, ডাঃ মোঃ জহির উদ্দিন, ডাঃ মোঃ জিয়াউল হাসান, ডাঃ মোছাম্মাদ নাসরিন আক্তার, ডাঃ মনোজ সিনহা, ডাঃ আবদুল্লাহ আল মামুন। বিনা মূল্যে চিকিৎসা পেয়ে উপকারভোগীরা ও স্থানীয়রা সংস্থার প্রধান নির্বাহী কামরুন্নাহার, পিএমকে হসপিটালের প্রধান উপদেষ্টা ও হেড অফ হেল্থ ডাঃ কাজী সুদীপ্তা কবির ও উপ-প্রধান নির্বাহী দেওয়ান ফয়সালের প্রতি কৃতজ্ঞতা প্রকাশ করেন। সহকারী পোগ্রাম ম্যানাজার মোঃ হুমায়ুন কবির, বলেন। পিএমকের বাংলাদেশের সকল শাখায় তিন মাস ব্যাপী বিনামূল্যে চিকিৎসাসেবা, বিনামূল্যে ঔষধ বিতরণ ও অবহেলিত জনগোষ্ঠীর স্বাস্থ্য সুরক্ষা এবং ঔষধ ও চক্ষু রোগীদের পাওয়ারের চশমা বিতরণ করা হয়েছে।	[1098, 482, 1278, 955]
feni-rain-low-col2: থেকে এবার এসএসসি পরীক্ষায় অংশ নিয়েছে বিদীত জাহাঙ্গীর। পরীক্ষা দিতে যাওয়া ও আসার পথে তাকে দুর্ভোগের মধ্যে পড়তে হয়েছে বলে জানায়। প্রথম আলোকে সে বলে, ‘পরীক্ষাকেন্দ্র সরকারি বালিকা উচ্চবিদ্যালয়ে যাওয়ার পথে বৃষ্টি চলে আসে। আমাদের কোনো প্রস্তুতি ছিল না। তাই কেন্দ্রে যেতে দুর্ভোগে পড়তে হয়েছে। তীব্র ঝড়বৃষ্টির কারণে বিদ্যুৎ বন্ধ থাকায় বিকল্প ব্যবস্থা করে আলো জ্বালানো হয় কেন্দ্রে। সেই আলোতে আমাদের পরীক্ষা দিতে হয়েছে।’ বৃষ্টিতে বিদ্যুৎ না থাকায় মোমবাতির আলোয় পরীক্ষা দিতে হয় দাখিল পরীক্ষার্থীদের। দুপুরে ফুলগাজী উপজেলার মুন্সীরহাট ইসলামিয়া ফাজিল ডিগ্রি মাদ্রাসা পরীক্ষা কেন্দ্রে গত রোববার কালবৈশাখী ঝড়ে বিদ্যুৎ সঞ্চালন লাইন ক্ষতিগ্রস্ত হওয়ায় গত ৪৮ ঘণ্টার বেশি সময় বিদ্যুৎবিহীন অবস্থায় রয়েছে ফেনীর পরশুরাম উপজেলা। আজ সকাল থেকে আরও	[306, 639, 511, 873]
medical-headline-2: ক্যাম্প ও ঔষধ বিতরণ অনুষ্ঠিত	[935, 431, 1251, 461]
feni-legal-headline-1: জাতীয় আইনগত সহায়তা দিবসে	[531, 971, 701, 1010]
tree-shape	[517, 459, 547, 549]
lemua-headline-2: সড়কের গাছ লুট	[114, 1160, 260, 1186]
tree-shape	[468, 451, 501, 549]
gazipur-headline-2: সহায়তা দিবস পালিত	[545, 1910, 686, 1931]
camp-banner	[1096, 144, 1272, 221]
feni-rain-byline: ফেনী প্রতিনিধি	[89, 242, 147, 254]
logo-name: আমার কাগজ	[1021, 71, 1132, 96]
sunamganj-headline-2: তলিয়ে গেছে জমির ফসল	[886, 1201, 1123, 1229]
rally-banner	[306, 2437, 493, 2539]
feni-rain-body-bottom	[89, 637, 728, 875]
rally-banner-line: জাতীয় আইনগত সহায়তা দিবস-২০২৬ উপলক্ষ্যে	[543, 1466, 689, 1475]
bajitpur-byline: বাজিতপুর প্রতিনিধি	[297, 1957, 375, 1969]
rally-banner-title: বর্ণাঢ্য র‍্যালি	[356, 2451, 443, 2473]
narsingdi-body: নরসিংদীর রায়পুরায় মাদকাসক্ত স্বামীর ছুরিকাঘাতে স্ত্রী নিহত হয়েছেন। সোমবার দিবাগত রাতে রায়পুরা উপজেলার হাইরমারা ইউনিয়নের হাইরমারা গ্রামে এই ঘটনা ঘটে। নিহত আফিয়া আক্তার (৪৫) ওই গ্রামের বিভাটেক চালক মোহাম্মদ সুজনের স্ত্রী। ওই গৃহবধূ পাঁচ সন্তানের জননী। ঘটনার পর থেকে অভিযুক্ত স্বামী সুজন পলাতক রয়েছেন। স্থানীয় সূত্রে জানা যায়, অভিযুক্ত সুজন ইয়াবা ও গাঁজাসহ বিভিন্ন ধরনের নেশায় আসক্ত ছিলেন। নেশার টাকার জন্য প্রায়ই আফিয়াকে মারধর করতেন। এ নিয়ে তাদের মধ্যে দীর্ঘ দিন ধরে পারিবারিক কলহ চলছিল। ঘটনার দিন রাতে কথা কাটাকাটির একপর্যায়ে সুজন ক্ষিপ্ত হয়ে ধারালো ছুরি দিয়ে আফিয়ার বুকে আঘাত করেন। এতে তিনি গুরুতর জখম হন। পরে পরিবারের সদস্যরা তাকে দ্রুত উদ্ধার করে নরসিংদী সদর হাসপাতালে নিয়ে গেলে কর্তব্যরত চিকিৎসক তাকে মৃত ঘোষণা করেন। রায়পুরা থানার ভারপ্রাপ্ত কর্মকর্তা (ওসি) মুজিবর রহমান জানান, খবর পেয়ে পুলিশ ঘটনাস্থল পরিদর্শন করেছে। এঘটনায় পরবর্তী আইনি প্রক্রিয়া চলমান রয়েছে। তবে ঘটনার পর থেকেই অভিযুক্ত স্বামী সুজন পলাতক রয়েছে।	[97, 2063, 277, 2402]
feni-rain-col2: এদিকে তীব্র ঝড়বৃষ্টিতে সবচেয়ে বেশি সমস্যায় পড়েছে এসএসসি পরীক্ষার্থীরা। পরীক্ষাকেন্দ্রে যাওয়ার সময় ও কেন্দ্র থেকে পরীক্ষার্থীদের নিয়ে বাড়িতে ফিরতে গিয়ে বৃষ্টির বাধায় পড়েছেন অভিভাবক ও পরীক্ষার্থীরা। রাস্তায় পানি জমে থাকায় যানবাহন পেতেও সমস্যা হয়েছে। অনেকে পানি মাড়িয়ে বাড়ি ফিরেছেন। ফেনী শহরের পাশাপাশি উপকূলীয় উপজেলা সোনাগাজী, সীমান্তবর্তী ফুলগাজী, পরশুরাম ও ছাগলনাইয়া উপজেলায়ও পরীক্ষার্থীরা ভোগান্তিতে পড়েছে। এসব উপজেলার সড়কগুলোতে পানি জমে যান চলাচল ব্যাহত হয়েছে। ফেনী সরকারি পাইলট উচ্চবিদ্যালয়	[306, 257, 511, 417]
feni-legal-body-bottom: অ্যাডভোকেট জাহাঙ্গীর আলম নান্টু, ফরিদা ইয়াসমিন এবং লিগ্যাল এইডের উপকারভোগী মোহাম্মদ মোশাররফ হোসেন। অনুষ্ঠানে বছরের সেরা আইনজীবী হিসেবে অ্যাডভোকেট আব্দুল আহাদ ভূঁইয়াকে ক্রেস্ট ও অর্থ প্রদান করা হয়। এছাড়া মেলায় পাঁচটি স্টলে বিনামূল্যে রক্ত পরীক্ষা, বিভিন্ন আইনি বই এবং খাবার প্রদর্শন করা হয়। সভাপতির বক্তব্যে মোহাম্মদ সিরাজুদ্দৌলাহ কুতুবী বলেন, লিগ্যাল এইড কমিটির মামলাসহ অন্যান্য মামলার দ্রুত নিষ্পত্তিতে কাজ করতে হবে। তিনি আইনজীবীদের সততার সাথে দায়িত্ব পালনের আহ্বান জানান, কারণ তাদের সততাই ন্যায়বিচার নিশ্চিত করবে।	[513, 1569, 718, 1729]
gazipur-headline-1: গাজীপুরে জাতীয় আইনগত	[526, 1890, 706, 1911]
row-bottom	[89, 972, 1278, 2543]
log-shape	[114, 1079, 163, 1099]
faridpur-kicker: ঘাতক আটক	[968, 1452, 1040, 1469]
pm-right-col: চাঁদনীঘাট এলাকায় সিলেট সিটি করপোরেশনের জলাবদ্ধতা নিরসন প্রকল্পের উদ্বোধন করবেন তিনি। বেলা ১২টায় সদর উপজেলার কান্দিগাঁওয়ে বাসিয়া খাল (বাসিয়া নদী) খননকাজের উদ্বোধন করার কথা রয়েছে। বিকেল ৩টায় সিলেট জেলা স্টেডিয়াম-এ ‘নতুন কুঁড়ি স্পোর্টস-২০২৬’ প্রতিযোগিতার উদ্বোধন করবেন প্রধানমন্ত্রী। এরপর বিকেল ৫টায় সিলেট জেলা শিল্পকলা একাডেমি-তে দলীয় সভায় অংশ নেবেন তিনি। দিনের কর্মসূচি শেষে সন্ধ্যা ৭টায় বিমানযোগে ঢাকার উদ্দেশে সিলেট ত্যাগ করবেন প্রধানমন্ত্রী। সিলেট সিটি কর্পোরেশনের (সিসিক) প্রশাসক ও সিলেট জেলা বিএনপির সভাপতি আব্দুল কাইয়ুম চৌধুরী বলেন, প্রধানমন্ত্রী ও দলের চেয়ারম্যান তারেক রহমানকে স্বাগত জানাতে সিলেটের মানুষ প্রস্তুত। এজন্য সিলেট নগরীকে নতুনভাবে সাজানো হচ্ছে। সিলেট নগরীর বন্যা নিয়ন্ত্রণে অবকাঠামো নির্মাণ ও সৌন্দর্যবর্ধন প্রকল্পের আওতায় সুরমা নদীর দুই তীরে ১৫ কিলোমিটার করে ওয়াকওয়ে নির্মাণ করা হবে। নগরীর জলাবদ্ধতা নিরসন এ প্রকল্পের মূল লক্ষ্য। প্রধানমন্ত্রীর সফরের মধ্য দিয়ে সিলেটের উন্নয়নে নবদিগন্তের সূচনা হবে বলে তিনি মন্তব্য করেন।	[403, 1239, 502, 1875]
feni-rain-low-col3: কাজের জন্য দুই দিন গ্যাস বন্ধ। আজ সন্ধ্যা থেকে গ্যাস-সংযোগ আবার চালু হবে। ফেনীর বিভিন্ন এলাকায় বৃষ্টির পানি নামতে না পারায় জলাবদ্ধতা তীব্র হয়েছে। বাসিন্দাদের অভিযোগ, শহরের অধিকাংশ খাল, নালা ও সুয়ারেজের লাইন ময়লা-আবর্জনায় ভরাট হয়েছে। আজমিরী বেগম সড়কের বাসিন্দা বোরহান উদ্দিন বলেন, বৃষ্টিতে আমাদের এলাকা সড়কগুলো এক হাঁটু পানির নিচে, পুরোপুরি বৃষ্টি শুরু হলে কি পরিস্থিতি হবে পৌরসভা কেন এরকম নির্বিকার হয়ে আছে জানা নাই। ফেনী পৌরসভার নির্বাহী প্রকৌশলী জাকির হোসেন বলেন, ভারী বৃষ্টিতে কিছু সময়ের জন্য শহরের প্রধান প্রধান সড়ক পানিতে ডুবে গেলেও পরিচ্ছন্নতাকর্মীদের তৎপরতায় সড়ক থেকে দ্রুত পানি নেমে যায়। সুয়ারেজ-ব্যবস্থা নিরবচ্ছিন্ন রাখার জন্য ১২টি দলে বিভক্ত হয়ে পরিচ্ছন্নতাকর্মীরা নিয়মিত কাজ করছেন।	[523, 639, 728, 859]
meeting-banner-line: জাতীয় আইনগত সহায়তা দিবস-২০২৬ উপলক্ষে	[553, 1758, 681, 1767]
masthead-bar	[89, 49, 1278, 116]
gazipur-box	[513, 1741, 718, 2419]
broken-dam-photo	[730, 972, 1278, 1152]
parcel-body: কুষ্টিয়া সদর উপজেলায় একটি পার্সেলে রাখা ‘বোমা’ বিস্ফোরণে নাসির শেখ (৫০) নামের এক ভ্যানচালক আহত হয়েছেন। সোমবার (২৭ এপ্রিল) রাত ১০টার দিকে উপজেলার লাহিনী বটতলা এলাকায় এ ঘটনা ঘটে। ঘটনাস্থল থেকে ব্যাটারিসহ বেশ কিছু সামগ্রী উদ্ধার করেছে পুলিশ। এ ঘটনায় আতঙ্ক ছড়িয়েছে এলাকায়। আহত নাসির শেখ লাহিনী কর্মকার পাড়ার বাহের শেখের ছেলে। তাকে কুষ্টিয়া সদর হাসপাতালে ভর্তি করানো হয়েছে। প্রত্যক্ষদর্শী সূত্রে জানা গেছে, রাতে দুজন অপরিচিত ব্যক্তি ভ্যানচালক নাসিরকে ৩০ টাকা ভাড়া দিয়ে ব্যাগে ভর্তি একটি পার্সেল লাহিনী জোয়ার্দার পাড়ার বাসিন্দা হামিদুল ইসলামের বাড়িতে পৌঁছে দিতে বলে। পার্সেলটি হামিদুলের বাড়িতে নিয়ে গেলে তিনি নিতে অপরাগতা প্রকাশ করেন। এরপর পার্সেলটি নিয়ে পুনরায় লাহিনী বটতলা এলাকায় ফিরে আসেন হামিদুল। সেখানে একটি ফলের দোকানের সামনে স্থানীয় কয়েকজনের উপস্থিতিতে পার্সেল খুলে ভেতরে একটি কাঠের বাক্স দেখতে পান তিনি। এরপর বাক্সটি খোলার সঙ্গে সঙ্গে বিস্ফোরিত হয়। আহত ভ্যানচালক নাসির শেখ বলেন, যে দুজন পার্সেলটি আমাকে পৌঁছে দিতে বলেছেন আমি তাদের কাউকে চিনি না। তারা নিজেদের গাড়ির ড্রাইভার পরিচয় দিয়েছিল। আর হামিদুল ইসলামও গাড়ির ড্রাইভার। তারা একে অপরের পরিচিত বলেছিল। সবাইকে স্বাক্ষী রেখেই পার্সেলটি খুলেছিলাম। কাঠের বাক্সটি তখনি বিস্ফোরিত হয়। বিস্ফোরণে পাশের একটি ফলের দোকানের ফ্রিজ ক্ষতিগ্রস্ত হয়েছে। গাড়িচালক হামিদুল ইসলাম বলেন, রাতে ভ্যানচালক নাসির আমার বাড়িতে এসে ডাকাডাকি করে। বাইরে বের হয়ে আসলে বলে আপনার পার্সেল আছে। যেহেতু আমি কোনো অর্ডার দেইনি বা কে পাঠিয়েছে তাও জানি না। তাই পার্সেলটি ফিরিয়ে দেয়। হামিদুল দুজন ব্যক্তির নাম উচ্চারণ করে বলেন, পূর্ব শত্রুতার জের ধরে তারা ঘটনার সঙ্গে জড়িত থাকতে পারেন।	[740, 184, 895, 820]
man-shape	[196, 1014, 219, 1112]
section-title: গ্রাম-বাংলার খবর	[100, 66, 276, 97]
face-shape	[376, 1094, 425, 1151]
fourth-column	[730, 972, 1278, 1899]
lemua-headline-1: লেমুয়ায় ৭ কি.মি.	[108, 1134, 266, 1160]
logo-dainik: দৈনিক	[1021, 62, 1046, 73]
feni-legal-story	[513, 972, 718, 1731]
prime-minister-photo	[297, 1075, 502, 1231]
bus-shape	[362, 525, 468, 566]
rally-banner-footer: আয়োজনে : চৌকি আদালত লিগ্যাল এইড বিশেষ কমিটি, বাজিতপুর, কিশোরগঞ্জ	[310, 2480, 489, 2501]
